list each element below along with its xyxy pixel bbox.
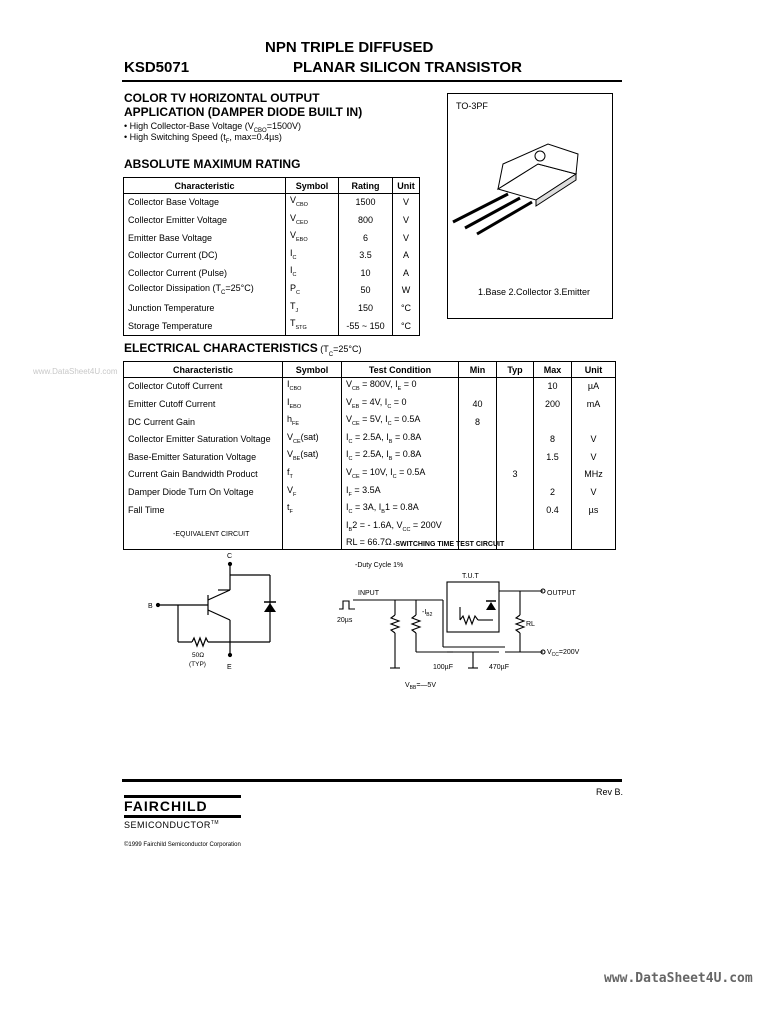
equiv-resistor-typ: (TYP) [189,661,206,668]
abs-cell-unit: °C [393,300,420,318]
package-drawing [448,134,612,244]
abs-table-row [124,247,420,265]
elec-cell-max [534,466,572,484]
elec-cell-typ [497,396,534,414]
switching-c1: 100µF [433,664,453,671]
elec-cell-typ [497,448,534,466]
abs-cell-rating: 150 [339,300,393,318]
elec-cell-condition: $V_{CE} = 5V$, $I_C = 0.5A$ [342,413,459,431]
abs-max-table [123,177,420,336]
abs-cell-rating: -55 ~ 150 [339,317,393,335]
equiv-label-e: E [227,664,232,671]
elec-title: ELECTRICAL CHARACTERISTICS $(T_C=25^\circ C)$ [124,341,362,359]
elec-cell-symbol: $V_F$ [283,484,342,502]
elec-cell-characteristic: Collector Emitter Saturation Voltage [124,431,283,449]
elec-cell-symbol: $V_{BE}(sat)$ [283,448,342,466]
elec-cell-typ [497,431,534,449]
switching-title: -SWITCHING TIME TEST CIRCUIT [393,541,505,548]
elec-cell-characteristic: Current Gain Bandwidth Product [124,466,283,484]
title-line-1: NPN TRIPLE DIFFUSED [265,39,434,56]
abs-cell-symbol: $I_C$ [286,264,339,282]
abs-header-characteristic: Characteristic [124,178,286,194]
elec-table-row [124,413,616,431]
elec-header-characteristic: Characteristic [124,362,283,378]
package-pins: 1.Base 2.Collector 3.Emitter [478,287,591,297]
elec-cell-symbol: $t_F$ [283,501,342,519]
elec-cell-min [459,378,497,396]
elec-header-symbol: Symbol [283,362,342,378]
equiv-label-c: C [227,553,233,560]
abs-table-row [124,300,420,318]
switching-test-circuit [325,527,600,692]
elec-cell-unit: mA [572,396,616,414]
elec-cell-condition: $I_C = 2.5A$, $I_B = 0.8A$ [342,448,459,466]
elec-cell-unit: V [572,431,616,449]
elec-cell-typ [497,378,534,396]
elec-cell-condition: $V_{CB} = 800V$, $I_E = 0$ [342,378,459,396]
feature-bullet-2: • High Switching Speed ($t_F$, max=0.4µs) [124,132,282,145]
switching-ib2: $-I_{B2}$ [422,609,433,618]
elec-cell-characteristic: Collector Cutoff Current [124,378,283,396]
elec-cell-unit: V [572,448,616,466]
switching-input-label: INPUT [358,590,379,597]
revision: Rev B. [596,787,624,797]
abs-cell-unit: A [393,264,420,282]
abs-table-row [124,264,420,282]
header-rule [122,80,622,82]
abs-cell-unit: W [393,282,420,300]
elec-cell-condition: $I_B2$ = - 1.6A, $V_{CC} = 200V$ [342,519,459,537]
elec-cell-condition: RL = 66.7Ω [342,536,459,549]
elec-cell-characteristic: Base-Emitter Saturation Voltage [124,448,283,466]
switching-tut: T.U.T [462,573,479,580]
elec-cell-min [459,448,497,466]
fairchild-logo: FAIRCHILD SEMICONDUCTOR™ [124,795,241,830]
elec-cell-condition: $I_F = 3.5A$ [342,484,459,502]
elec-header-max: Max [534,362,572,378]
switching-duty: -Duty Cycle 1% [355,562,404,569]
abs-cell-symbol: $T_{STG}$ [286,317,339,335]
elec-table-row [124,484,616,502]
elec-cell-max: 200 [534,396,572,414]
abs-cell-rating: 50 [339,282,393,300]
abs-cell-symbol: $V_{CBO}$ [286,194,339,212]
abs-cell-characteristic: Emitter Base Voltage [124,229,286,247]
elec-cell-symbol: $I_{CBO}$ [283,378,342,396]
elec-cell-min [459,484,497,502]
elec-table-row [124,466,616,484]
abs-table-row [124,194,420,212]
elec-cell-characteristic: DC Current Gain [124,413,283,431]
switching-vbb: $V_{BB}=—5V$ [405,682,436,691]
feature-bullet-1: • High Collector-Base Voltage $(V_{CBO}=1500V)$ [124,121,302,134]
abs-header-symbol: Symbol [286,178,339,194]
elec-cell-condition: $I_C = 3A$, $I_B1 = 0.8A$ [342,501,459,519]
abs-cell-unit: °C [393,317,420,335]
elec-cell-min [459,431,497,449]
abs-cell-rating: 10 [339,264,393,282]
package-box [447,93,613,319]
equiv-title: -EQUIVALENT CIRCUIT [173,531,250,538]
elec-cell-symbol: $f_T$ [283,466,342,484]
elec-cell-condition: $I_C = 2.5A$, $I_B = 0.8A$ [342,431,459,449]
switching-output-label: OUTPUT [547,590,576,597]
elec-cell-characteristic: Damper Diode Turn On Voltage [124,484,283,502]
elec-cell-typ [497,484,534,502]
elec-cell-max: 2 [534,484,572,502]
abs-max-title: ABSOLUTE MAXIMUM RATING [124,157,301,171]
abs-cell-characteristic: Storage Temperature [124,317,286,335]
elec-cell-typ [497,501,534,519]
abs-cell-characteristic: Collector Dissipation $(T_C=25^\circ C)$ [124,282,286,300]
elec-cell-unit: V [572,484,616,502]
elec-header-min: Min [459,362,497,378]
elec-cell-min: 8 [459,413,497,431]
elec-cell-typ: 3 [497,466,534,484]
elec-cell-typ [497,413,534,431]
switching-rl-label: RL [526,621,535,628]
elec-cell-max [534,413,572,431]
elec-cell-max: 10 [534,378,572,396]
abs-cell-characteristic: Collector Emitter Voltage [124,212,286,230]
elec-table-row [124,501,616,519]
part-number: KSD5071 [124,59,190,76]
application-title-1: COLOR TV HORIZONTAL OUTPUT [124,91,320,105]
abs-table-row [124,212,420,230]
title-line-2: PLANAR SILICON TRANSISTOR [293,59,522,76]
elec-cell-symbol: $h_{FE}$ [283,413,342,431]
elec-cell-unit: µA [572,378,616,396]
abs-cell-unit: V [393,229,420,247]
watermark-bottom: www.DataSheet4U.com [604,971,753,986]
copyright: ©1999 Fairchild Semiconductor Corporation [124,842,241,848]
abs-table-row [124,317,420,335]
elec-cell-max: 0.4 [534,501,572,519]
equivalent-circuit [130,520,305,680]
elec-table-row [124,431,616,449]
package-name: TO-3PF [456,101,488,111]
watermark-left: www.DataSheet4U.com [33,367,118,376]
abs-cell-rating: 800 [339,212,393,230]
elec-cell-min: 40 [459,396,497,414]
elec-cell-condition: $V_{CE} = 10V$, $I_C = 0.5A$ [342,466,459,484]
elec-cell-unit [572,413,616,431]
elec-header-unit: Unit [572,362,616,378]
switching-vcc: $V_{CC}=200V$ [547,649,580,658]
footer-rule [122,779,622,782]
abs-cell-rating: 1500 [339,194,393,212]
abs-cell-characteristic: Collector Base Voltage [124,194,286,212]
abs-cell-characteristic: Collector Current (Pulse) [124,264,286,282]
abs-cell-characteristic: Collector Current (DC) [124,247,286,265]
abs-cell-symbol: $V_{EBO}$ [286,229,339,247]
abs-cell-symbol: $I_C$ [286,247,339,265]
abs-cell-symbol: $P_C$ [286,282,339,300]
elec-cell-min [459,501,497,519]
abs-cell-symbol: $V_{CEO}$ [286,212,339,230]
elec-cell-min [459,466,497,484]
elec-cell-condition: $V_{EB} = 4V$, $I_C = 0$ [342,396,459,414]
abs-cell-unit: V [393,194,420,212]
elec-header-condition: Test Condition [342,362,459,378]
switching-pulse-width: 20µs [337,617,353,624]
abs-cell-rating: 6 [339,229,393,247]
elec-cell-max: 1.5 [534,448,572,466]
elec-cell-symbol: $I_{EBO}$ [283,396,342,414]
equiv-label-b: B [148,603,153,610]
abs-cell-symbol: $T_J$ [286,300,339,318]
elec-cell-characteristic: Fall Time [124,501,283,519]
abs-header-rating: Rating [339,178,393,194]
elec-table-row [124,448,616,466]
abs-header-unit: Unit [393,178,420,194]
elec-header-typ: Typ [497,362,534,378]
abs-cell-unit: A [393,247,420,265]
abs-table-row [124,282,420,300]
switching-c2: 470µF [489,664,509,671]
elec-cell-symbol: $V_{CE}(sat)$ [283,431,342,449]
elec-cell-unit: MHz [572,466,616,484]
elec-table-row [124,378,616,396]
elec-cell-max: 8 [534,431,572,449]
abs-table-row [124,229,420,247]
application-title-2: APPLICATION (DAMPER DIODE BUILT IN) [124,105,363,119]
abs-cell-characteristic: Junction Temperature [124,300,286,318]
elec-table-row [124,396,616,414]
elec-cell-characteristic: Emitter Cutoff Current [124,396,283,414]
elec-cell-unit: µs [572,501,616,519]
abs-cell-unit: V [393,212,420,230]
abs-cell-rating: 3.5 [339,247,393,265]
equiv-resistor-value: 50Ω [192,652,205,659]
